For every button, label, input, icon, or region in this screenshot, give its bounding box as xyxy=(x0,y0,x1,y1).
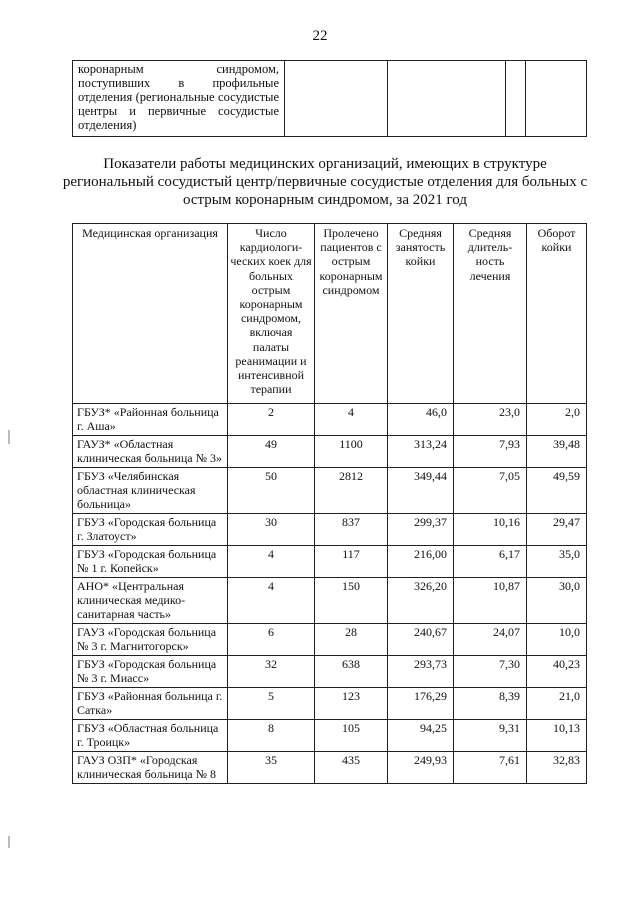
cell-organization: АНО* «Центральная клиническая медико-санитарная часть» xyxy=(73,578,228,624)
cell-beds: 6 xyxy=(228,624,315,656)
cell-duration: 10,87 xyxy=(454,578,527,624)
cell-occupancy: 46,0 xyxy=(388,404,454,436)
cell-turnover: 32,83 xyxy=(527,752,587,784)
cell-occupancy: 293,73 xyxy=(388,656,454,688)
cell-turnover: 39,48 xyxy=(527,436,587,468)
cell-duration: 10,16 xyxy=(454,514,527,546)
cell-organization: ГАУЗ ОЗП* «Городская клиническая больница № 8 xyxy=(73,752,228,784)
table-row xyxy=(73,546,587,578)
cell-duration: 9,31 xyxy=(454,720,527,752)
empty-cell xyxy=(526,61,587,137)
table-body xyxy=(73,404,587,784)
cell-organization: ГАУЗ* «Областная клиническая больница № 3» xyxy=(73,436,228,468)
cell-duration: 7,93 xyxy=(454,436,527,468)
cell-occupancy: 249,93 xyxy=(388,752,454,784)
cell-occupancy: 313,24 xyxy=(388,436,454,468)
cell-duration: 6,17 xyxy=(454,546,527,578)
table-row xyxy=(73,404,587,436)
empty-cell xyxy=(285,61,388,137)
cell-beds: 35 xyxy=(228,752,315,784)
table-row xyxy=(73,688,587,720)
cell-organization: ГБУЗ «Городская больница г. Златоуст» xyxy=(73,514,228,546)
cell-occupancy: 216,00 xyxy=(388,546,454,578)
cell-duration: 7,05 xyxy=(454,468,527,514)
cell-turnover: 10,0 xyxy=(527,624,587,656)
cell-treated: 638 xyxy=(315,656,388,688)
table-header-row xyxy=(73,224,587,404)
cell-treated: 28 xyxy=(315,624,388,656)
continuation-row xyxy=(73,61,587,137)
cell-occupancy: 94,25 xyxy=(388,720,454,752)
cell-beds: 4 xyxy=(228,578,315,624)
cell-turnover: 35,0 xyxy=(527,546,587,578)
scan-margin-mark xyxy=(8,430,10,444)
header-turnover: Оборот койки xyxy=(527,224,587,404)
cell-duration: 8,39 xyxy=(454,688,527,720)
table-row xyxy=(73,578,587,624)
cell-beds: 8 xyxy=(228,720,315,752)
cell-treated: 2812 xyxy=(315,468,388,514)
empty-cell xyxy=(388,61,506,137)
cell-treated: 123 xyxy=(315,688,388,720)
cell-beds: 50 xyxy=(228,468,315,514)
cell-turnover: 40,23 xyxy=(527,656,587,688)
cell-turnover: 49,59 xyxy=(527,468,587,514)
cell-occupancy: 299,37 xyxy=(388,514,454,546)
cell-occupancy: 349,44 xyxy=(388,468,454,514)
cell-turnover: 2,0 xyxy=(527,404,587,436)
cell-organization: ГБУЗ «Областная больница г. Троицк» xyxy=(73,720,228,752)
cell-occupancy: 176,29 xyxy=(388,688,454,720)
cell-beds: 5 xyxy=(228,688,315,720)
scan-margin-mark xyxy=(8,836,10,848)
cell-treated: 117 xyxy=(315,546,388,578)
table-row xyxy=(73,436,587,468)
cell-beds: 2 xyxy=(228,404,315,436)
header-duration: Средняя длитель-ность лечения xyxy=(454,224,527,404)
cell-treated: 435 xyxy=(315,752,388,784)
cell-organization: ГАУЗ «Городская больница № 3 г. Магнитогорск» xyxy=(73,624,228,656)
cell-occupancy: 326,20 xyxy=(388,578,454,624)
cell-duration: 23,0 xyxy=(454,404,527,436)
page-number: 22 xyxy=(312,28,328,44)
cell-duration: 24,07 xyxy=(454,624,527,656)
cell-beds: 32 xyxy=(228,656,315,688)
header-treated: Пролечено пациентов с острым коронарным синдромом xyxy=(315,224,388,404)
table-row xyxy=(73,624,587,656)
cell-turnover: 29,47 xyxy=(527,514,587,546)
table-row xyxy=(73,720,587,752)
table-row xyxy=(73,656,587,688)
table-row xyxy=(73,752,587,784)
cell-duration: 7,61 xyxy=(454,752,527,784)
cell-beds: 49 xyxy=(228,436,315,468)
header-beds: Число кардиологи-ческих коек для больных острым коронарным синдромом, включая палаты реанимации и интенсивной терапии xyxy=(228,224,315,404)
cell-treated: 837 xyxy=(315,514,388,546)
continuation-table xyxy=(72,60,587,137)
cell-turnover: 10,13 xyxy=(527,720,587,752)
cell-organization: ГБУЗ «Городская больница № 3 г. Миасс» xyxy=(73,656,228,688)
cell-organization: ГБУЗ «Городская больница № 1 г. Копейск» xyxy=(73,546,228,578)
header-occupancy: Средняя занятость койки xyxy=(388,224,454,404)
cell-occupancy: 240,67 xyxy=(388,624,454,656)
cell-duration: 7,30 xyxy=(454,656,527,688)
continuation-text: коронарным синдромом, поступивших в профильные отделения (региональные сосудистые центры и первичные сосудистые отделения) xyxy=(73,61,285,137)
section-title: Показатели работы медицинских организаций, имеющих в структуре региональный сосудистый центр/первичные сосудистые отделения для больных с острым коронарным синдромом, за 2021 год xyxy=(62,156,588,208)
cell-beds: 4 xyxy=(228,546,315,578)
hospital-stats-table xyxy=(72,223,587,784)
empty-cell xyxy=(506,61,526,137)
table-row xyxy=(73,468,587,514)
cell-treated: 105 xyxy=(315,720,388,752)
cell-treated: 150 xyxy=(315,578,388,624)
cell-turnover: 21,0 xyxy=(527,688,587,720)
table-row xyxy=(73,514,587,546)
header-organization: Медицинская организация xyxy=(73,224,228,404)
cell-organization: ГБУЗ* «Районная больница г. Аша» xyxy=(73,404,228,436)
cell-treated: 1100 xyxy=(315,436,388,468)
cell-organization: ГБУЗ «Районная больница г. Сатка» xyxy=(73,688,228,720)
cell-beds: 30 xyxy=(228,514,315,546)
cell-organization: ГБУЗ «Челябинская областная клиническая больница» xyxy=(73,468,228,514)
cell-turnover: 30,0 xyxy=(527,578,587,624)
cell-treated: 4 xyxy=(315,404,388,436)
